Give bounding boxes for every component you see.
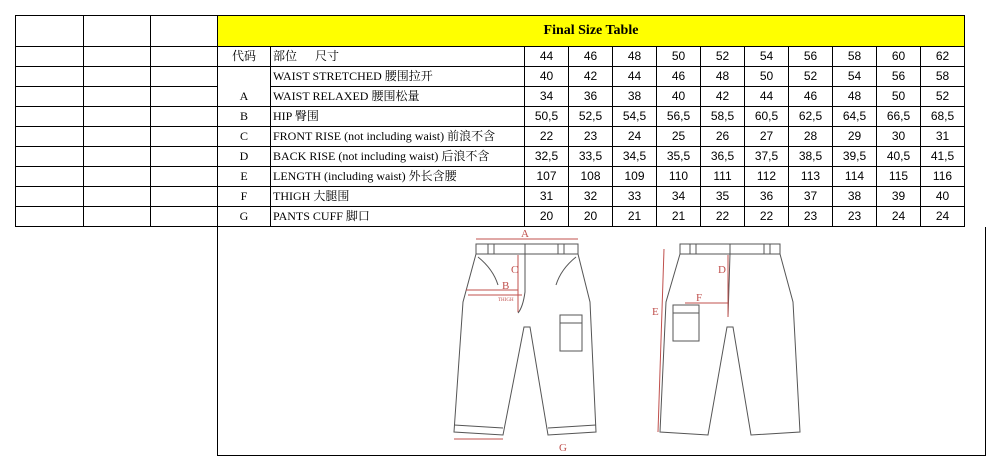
label-b: B: [502, 280, 510, 292]
measurement-value: 28: [789, 127, 833, 147]
header-part: 部位: [273, 49, 298, 63]
blank-cell: [151, 167, 218, 187]
measurement-label: WAIST STRETCHED 腰围拉开: [271, 67, 525, 87]
pants-drawing: [218, 227, 985, 455]
blank-cell: [151, 47, 218, 67]
measurement-value: 39: [877, 187, 921, 207]
label-c: C: [511, 264, 519, 276]
measurement-code: D: [218, 147, 271, 167]
measurement-value: 36: [745, 187, 789, 207]
measurement-value: 115: [877, 167, 921, 187]
measurement-value: 39,5: [833, 147, 877, 167]
measurement-value: 24: [877, 207, 921, 227]
measurement-value: 54: [833, 67, 877, 87]
measurement-value: 40,5: [877, 147, 921, 167]
measurement-code: C: [218, 127, 271, 147]
measurement-label: PANTS CUFF 脚口: [271, 207, 525, 227]
measurement-value: 44: [745, 87, 789, 107]
measurement-row: [16, 187, 965, 207]
measurement-value: 40: [921, 187, 965, 207]
measurement-value: 52: [789, 67, 833, 87]
measurement-value: 68,5: [921, 107, 965, 127]
measurement-value: 52: [921, 87, 965, 107]
header-code: 代码: [218, 47, 271, 67]
size-header: 56: [789, 47, 833, 67]
measurement-value: 66,5: [877, 107, 921, 127]
measurement-value: 36,5: [701, 147, 745, 167]
measurement-value: 32: [569, 187, 613, 207]
measurement-value: 50: [877, 87, 921, 107]
measurement-row: [16, 67, 965, 87]
blank-cell: [16, 107, 84, 127]
measurement-row: [16, 107, 965, 127]
measurement-label: LENGTH (including waist) 外长含腰: [271, 167, 525, 187]
front-pants-view: [454, 244, 596, 435]
front-waistband: [476, 244, 578, 254]
size-header: 60: [877, 47, 921, 67]
blank-cell: [84, 16, 151, 47]
measurement-code: B: [218, 107, 271, 127]
back-pants-view: [660, 244, 800, 435]
measurement-value: 114: [833, 167, 877, 187]
blank-cell: [84, 87, 151, 107]
blank-cell: [84, 107, 151, 127]
label-g: G: [559, 442, 567, 454]
blank-cell: [16, 187, 84, 207]
measurement-value: 40: [525, 67, 569, 87]
measurement-label: WAIST RELAXED 腰围松量: [271, 87, 525, 107]
blank-cell: [16, 127, 84, 147]
blank-cell: [16, 167, 84, 187]
size-header: 58: [833, 47, 877, 67]
measurement-value: 35,5: [657, 147, 701, 167]
label-a: A: [521, 228, 529, 240]
measurement-value: 30: [877, 127, 921, 147]
measurement-code: [218, 67, 271, 87]
measurement-value: 25: [657, 127, 701, 147]
blank-cell: [151, 127, 218, 147]
measurement-value: 58,5: [701, 107, 745, 127]
measurement-value: 20: [525, 207, 569, 227]
measurement-value: 22: [745, 207, 789, 227]
size-header: 54: [745, 47, 789, 67]
label-e: E: [652, 306, 659, 318]
blank-cell: [84, 167, 151, 187]
size-table-page: [15, 15, 986, 456]
measurement-value: 58: [921, 67, 965, 87]
measurement-value: 31: [525, 187, 569, 207]
measurement-value: 113: [789, 167, 833, 187]
final-size-table: [15, 15, 965, 227]
measurement-value: 110: [657, 167, 701, 187]
measurement-value: 48: [833, 87, 877, 107]
measurement-value: 40: [657, 87, 701, 107]
measurement-value: 46: [657, 67, 701, 87]
measurement-value: 42: [701, 87, 745, 107]
blank-cell: [84, 67, 151, 87]
blank-cell: [151, 67, 218, 87]
drawing-row: [15, 227, 986, 456]
label-d: D: [718, 264, 726, 276]
measurement-value: 41,5: [921, 147, 965, 167]
blank-cell: [151, 147, 218, 167]
measurement-row: [16, 147, 965, 167]
header-size: 尺寸: [315, 49, 340, 63]
size-header: 62: [921, 47, 965, 67]
blank-cell: [84, 147, 151, 167]
measurement-row: [16, 167, 965, 187]
measurement-value: 36: [569, 87, 613, 107]
measurement-value: 24: [613, 127, 657, 147]
measurement-value: 29: [833, 127, 877, 147]
measurement-value: 34: [525, 87, 569, 107]
measurement-value: 56,5: [657, 107, 701, 127]
back-outline: [660, 254, 800, 435]
measurement-value: 21: [613, 207, 657, 227]
measurement-value: 23: [569, 127, 613, 147]
measurement-value: 33,5: [569, 147, 613, 167]
measurement-code: E: [218, 167, 271, 187]
measurement-code: F: [218, 187, 271, 207]
blank-cell: [16, 47, 84, 67]
measurement-value: 48: [701, 67, 745, 87]
measurement-value: 112: [745, 167, 789, 187]
label-f: F: [696, 292, 703, 304]
blank-cell: [84, 187, 151, 207]
blank-cell: [16, 207, 84, 227]
table-title: Final Size Table: [218, 16, 965, 47]
measurement-value: 60,5: [745, 107, 789, 127]
blank-cell: [16, 67, 84, 87]
blank-cell: [151, 87, 218, 107]
size-header: 52: [701, 47, 745, 67]
measurement-value: 111: [701, 167, 745, 187]
measurement-value: 38: [833, 187, 877, 207]
measurement-value: 54,5: [613, 107, 657, 127]
measurement-value: 27: [745, 127, 789, 147]
measurement-label: THIGH 大腿围: [271, 187, 525, 207]
label-thigh: THIGH: [498, 298, 514, 303]
size-header: 50: [657, 47, 701, 67]
header-row: [16, 47, 965, 67]
blank-cell: [84, 47, 151, 67]
measurement-value: 32,5: [525, 147, 569, 167]
measurement-value: 62,5: [789, 107, 833, 127]
measurement-value: 34: [657, 187, 701, 207]
measurement-value: 37,5: [745, 147, 789, 167]
measurement-value: 37: [789, 187, 833, 207]
blank-area: [15, 227, 217, 456]
measurement-value: 24: [921, 207, 965, 227]
measurement-label: BACK RISE (not including waist) 后浪不含: [271, 147, 525, 167]
measurement-value: 46: [789, 87, 833, 107]
measurement-value: 52,5: [569, 107, 613, 127]
blank-cell: [16, 87, 84, 107]
measurement-value: 31: [921, 127, 965, 147]
blank-cell: [151, 207, 218, 227]
measurement-code: G: [218, 207, 271, 227]
measurement-value: 116: [921, 167, 965, 187]
measurement-row: [16, 127, 965, 147]
blank-cell: [151, 187, 218, 207]
blank-cell: [151, 16, 218, 47]
measurement-value: 64,5: [833, 107, 877, 127]
blank-cell: [16, 16, 84, 47]
measurement-value: 20: [569, 207, 613, 227]
measurement-value: 35: [701, 187, 745, 207]
measurement-value: 21: [657, 207, 701, 227]
measurement-value: 44: [613, 67, 657, 87]
measurement-code: A: [218, 87, 271, 107]
measurement-value: 42: [569, 67, 613, 87]
measurement-value: 56: [877, 67, 921, 87]
size-header: 48: [613, 47, 657, 67]
measurement-value: 109: [613, 167, 657, 187]
measurement-value: 38,5: [789, 147, 833, 167]
blank-cell: [16, 147, 84, 167]
measurement-value: 26: [701, 127, 745, 147]
measurement-label: FRONT RISE (not including waist) 前浪不含: [271, 127, 525, 147]
measurement-value: 23: [789, 207, 833, 227]
measurement-value: 34,5: [613, 147, 657, 167]
blank-cell: [84, 127, 151, 147]
measurement-value: 107: [525, 167, 569, 187]
measurement-value: 108: [569, 167, 613, 187]
measurement-value: 50: [745, 67, 789, 87]
measurement-row: [16, 207, 965, 227]
size-header: 44: [525, 47, 569, 67]
measurement-value: 50,5: [525, 107, 569, 127]
measurement-value: 22: [701, 207, 745, 227]
measurement-row: [16, 87, 965, 107]
blank-cell: [151, 107, 218, 127]
measurement-value: 38: [613, 87, 657, 107]
measurement-value: 33: [613, 187, 657, 207]
header-part-size: [271, 47, 525, 67]
title-row: [16, 16, 965, 47]
blank-cell: [84, 207, 151, 227]
measurement-label: HIP 臀围: [271, 107, 525, 127]
size-header: 46: [569, 47, 613, 67]
measurement-value: 22: [525, 127, 569, 147]
measurement-value: 23: [833, 207, 877, 227]
pants-diagram: [217, 227, 986, 456]
